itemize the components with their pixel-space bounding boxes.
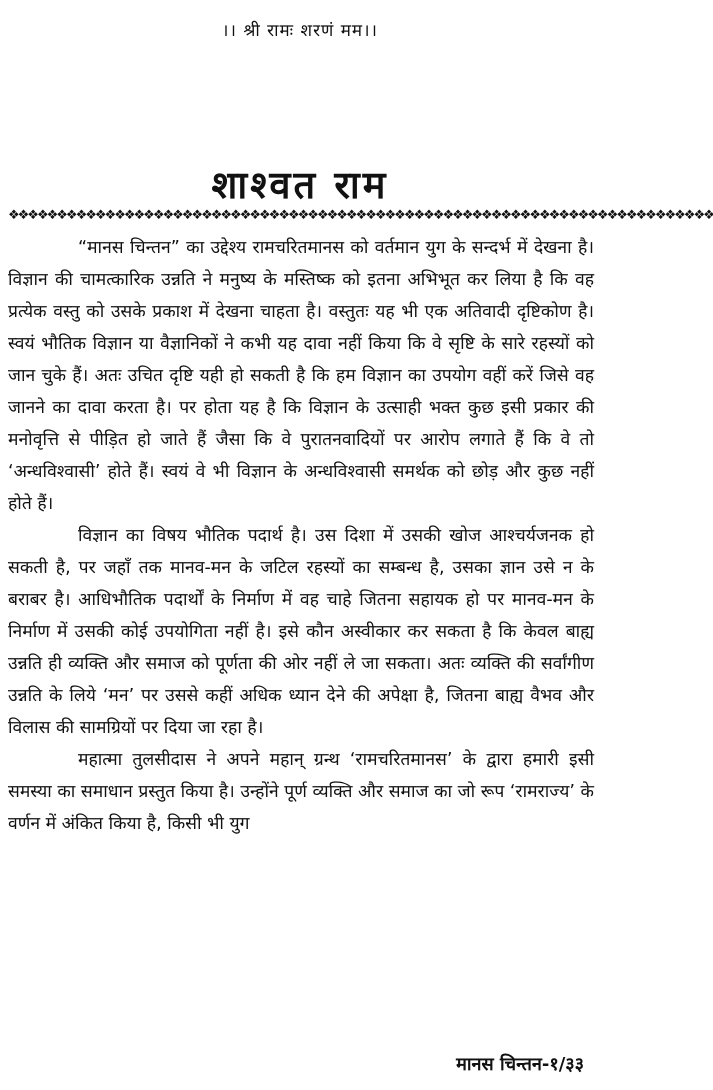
invocation-header: ।। श्री रामः शरणं मम।। — [222, 21, 378, 41]
chapter-title: शाश्वत राम — [211, 163, 389, 207]
paragraph-2: विज्ञान का विषय भौतिक पदार्थ है। उस दिशा में उसकी खोज आश्चर्यजनक हो सकती है, पर जहाँ तक मानव-मन के जटिल रहस्यों का सम्बन्ध है, उसका ज्ञान उसे न के बराबर है। आधिभौतिक पदार्थों के निर्माण में वह चाहे जितना सहायक हो पर मानव-मन के निर्माण में उसकी कोई उपयोगिता नहीं है। इसे कौन अस्वीकार कर सकता है कि केवल बाह्य उन्नति ही व्यक्ति और समाज को पूर्णता की ओर नहीं ले जा सकता। अतः व्यक्ति की सर्वांगीण उन्नति के लिये ‘मन’ पर उससे कहीं अधिक ध्यान देने की अपेक्षा है, जितना बाह्य वैभव और विलास की सामग्रियों पर दिया जा रहा है। — [8, 526, 594, 738]
ornamental-divider: ❖❖❖❖❖❖❖❖❖❖❖❖❖❖❖❖❖❖❖❖❖❖❖❖❖❖❖❖❖❖❖❖❖❖❖❖❖❖❖❖❖❖❖❖❖❖❖❖❖❖❖❖❖❖❖❖❖❖❖❖❖❖❖❖❖❖❖❖❖❖❖❖❖ — [8, 208, 713, 223]
page-footer: मानस चिन्तन-१/३३ — [456, 1054, 584, 1075]
paragraph-1: “मानस चिन्तन” का उद्देश्य रामचरितमानस को वर्तमान युग के सन्दर्भ में देखना है। विज्ञान की चामत्कारिक उन्नति ने मनुष्य के मस्तिष्क को इतना अभिभूत कर लिया है कि वह प्रत्येक वस्तु को उसके प्रकाश में देखना चाहता है। वस्तुतः यह भी एक अतिवादी दृष्टिकोण है। स्वयं भौतिक विज्ञान या वैज्ञानिकों ने कभी यह दावा नहीं किया कि वे सृष्टि के सारे रहस्यों को जान चुके हैं। अतः उचित दृष्टि यही हो सकती है कि हम विज्ञान का उपयोग वहीं करें जिसे वह जानने का दावा करता है। पर होता यह है कि विज्ञान के उत्साही भक्त कुछ इसी प्रकार की मनोवृत्ति से पीड़ित हो जाते हैं जैसा कि वे पुरातनवादियों पर आरोप लगाते हैं कि वे तो ‘अन्धविश्वासी’ होते हैं। स्वयं वे भी विज्ञान के अन्धविश्वासी समर्थक को छोड़ और कुछ नहीं होते हैं। — [8, 238, 594, 514]
chapter-body — [8, 232, 594, 840]
paragraph-3: महात्मा तुलसीदास ने अपने महान् ग्रन्थ ‘रामचरितमानस’ के द्वारा हमारी इसी समस्या का समाधान प्रस्तुत किया है। उन्होंने पूर्ण व्यक्ति और समाज का जो रूप ‘रामराज्य’ के वर्णन में अंकित किया है, किसी भी युग — [8, 750, 594, 834]
